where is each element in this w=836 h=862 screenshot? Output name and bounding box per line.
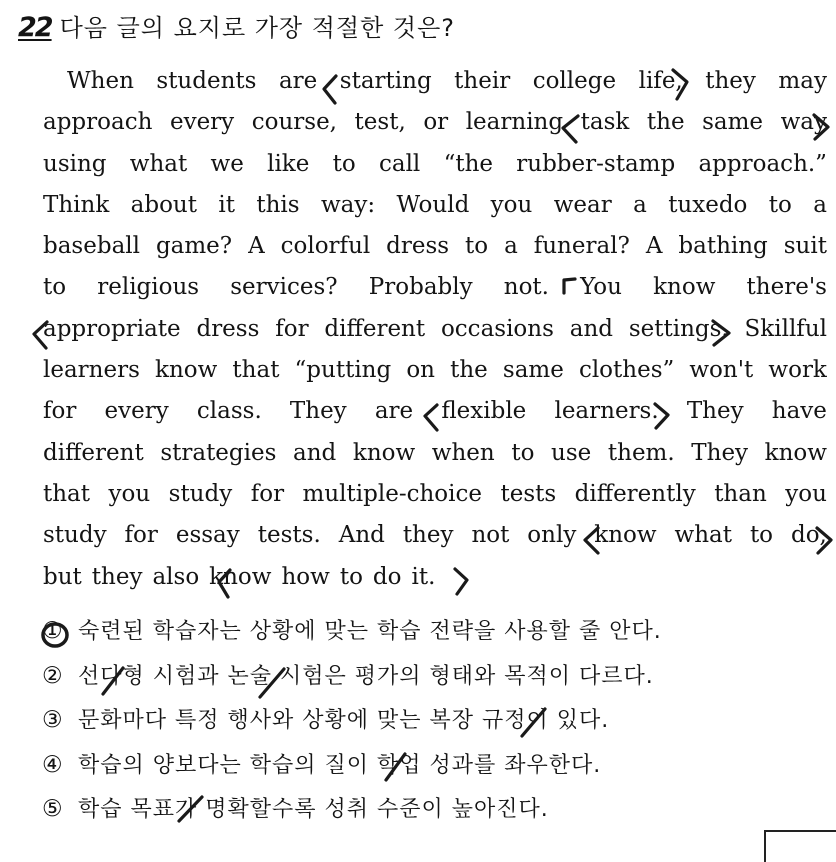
answer-option-1[interactable] xyxy=(42,614,832,659)
passage-word: you xyxy=(785,480,827,507)
passage-word: every xyxy=(104,398,169,425)
option-text: 학습 목표가 명확할수록 성취 수준이 높아진다. xyxy=(78,797,549,822)
passage-word: multiple-choice xyxy=(302,480,482,507)
option-text: 문화마다 특정 행사와 상황에 맞는 복장 규정이 있다. xyxy=(78,708,610,733)
passage-word: on xyxy=(406,357,435,384)
passage-word: know xyxy=(155,357,218,384)
passage-word: using xyxy=(43,150,107,177)
passage-word: how xyxy=(281,563,330,590)
passage-word: A xyxy=(248,233,265,260)
passage-word: When xyxy=(67,68,134,94)
passage-word: You xyxy=(580,274,622,301)
passage-word: only xyxy=(527,522,577,549)
passage-line xyxy=(43,481,827,522)
passage-word: college xyxy=(532,68,617,94)
passage-word: and xyxy=(293,439,337,466)
passage-word: or xyxy=(423,109,449,136)
passage-line xyxy=(43,109,827,150)
passage-word: wear xyxy=(553,191,612,218)
passage-word: to xyxy=(511,439,535,466)
answer-option-2[interactable] xyxy=(42,659,832,704)
passage-word: it. xyxy=(411,563,436,590)
passage-word: to xyxy=(749,522,774,549)
option-marker: ④ xyxy=(42,751,63,778)
passage-word: tests xyxy=(500,480,557,507)
passage-word: we xyxy=(210,150,244,177)
passage-word: use xyxy=(551,439,592,466)
passage-line xyxy=(43,522,827,563)
passage-word: they xyxy=(402,522,454,549)
passage-word: know xyxy=(352,439,416,466)
passage-word: them. xyxy=(607,439,675,466)
passage-line xyxy=(43,151,827,192)
passage-word: task xyxy=(580,109,630,136)
passage-word: to xyxy=(339,563,363,590)
passage-word: And xyxy=(338,522,385,549)
passage-word: rubber-stamp xyxy=(516,150,676,177)
passage-line xyxy=(43,316,827,357)
passage-word: to xyxy=(332,150,356,177)
passage-word: that xyxy=(43,480,91,507)
passage-word: religious xyxy=(97,274,200,301)
passage-line xyxy=(43,564,827,605)
passage-word: for xyxy=(275,315,309,342)
passage-word: learners xyxy=(43,357,140,384)
passage-word: starting xyxy=(339,68,432,94)
passage-word: Think xyxy=(43,191,110,218)
answer-option-5[interactable] xyxy=(42,792,832,837)
passage-word: when xyxy=(431,439,495,466)
passage-word: test, xyxy=(354,109,406,136)
passage-word: same xyxy=(702,109,764,136)
passage-word: are xyxy=(374,398,414,425)
passage-word: Would xyxy=(396,191,470,218)
passage-word: but xyxy=(43,563,82,590)
passage-word: strategies xyxy=(160,439,277,466)
passage-word: what xyxy=(674,522,732,549)
passage-word: know xyxy=(653,274,716,301)
option-marker: ② xyxy=(42,662,63,689)
passage-word: settings. xyxy=(628,315,729,342)
question-number: 22 xyxy=(18,12,52,43)
question-prompt: 다음 글의 요지로 가장 적절한 것은? xyxy=(59,14,456,42)
passage-word: do, xyxy=(790,522,827,549)
passage-word: services? xyxy=(230,274,338,301)
passage-word: Skillful xyxy=(744,315,827,342)
passage-word: for xyxy=(43,398,77,425)
passage-word: dress xyxy=(386,233,450,260)
option-marker: ⑤ xyxy=(42,796,63,822)
passage-word: learners. xyxy=(554,398,659,425)
passage-word: tuxedo xyxy=(668,191,748,218)
passage-word: that xyxy=(232,357,280,384)
passage-word: for xyxy=(250,480,285,507)
passage-line xyxy=(43,274,827,315)
passage-word: a xyxy=(504,233,518,260)
answer-options xyxy=(42,614,832,837)
passage-word: have xyxy=(771,398,827,425)
passage-word: appropriate xyxy=(43,315,181,342)
option-text: 선다형 시험과 논술 시험은 평가의 형태와 목적이 다르다. xyxy=(78,663,654,689)
passage-word: to xyxy=(465,233,489,260)
question-header xyxy=(18,8,455,43)
passage-word: for xyxy=(124,522,158,549)
passage-word: They xyxy=(686,398,744,425)
passage-word: they xyxy=(705,68,756,94)
passage-word: than xyxy=(714,480,767,507)
passage-word: won't xyxy=(689,357,754,384)
passage-word: a xyxy=(633,191,647,218)
passage-word: you xyxy=(108,480,151,507)
passage-word: “putting xyxy=(294,357,392,384)
option-marker: ① xyxy=(42,618,63,644)
passage-word: differently xyxy=(574,480,696,507)
passage-word: different xyxy=(43,439,144,466)
passage-word: about xyxy=(130,191,197,218)
passage-word: not xyxy=(471,522,510,549)
passage-word: students xyxy=(156,68,257,94)
passage-word: there's xyxy=(746,274,827,301)
passage-word: to xyxy=(43,274,67,301)
passage-word: way: xyxy=(320,191,376,218)
passage-line xyxy=(43,233,827,274)
passage-word: a xyxy=(813,191,827,218)
passage-word: occasions xyxy=(440,315,554,342)
option-text: 학습의 양보다는 학습의 질이 학업 성과를 좌우한다. xyxy=(78,752,602,778)
passage-word: way xyxy=(780,109,827,136)
passage-word: essay xyxy=(175,522,240,549)
passage-line xyxy=(43,68,827,109)
passage-word: They xyxy=(691,439,749,466)
passage-word: are xyxy=(278,68,318,94)
passage-word: suit xyxy=(783,233,827,260)
passage-word: flexible xyxy=(441,398,527,425)
passage-word: baseball xyxy=(43,233,140,260)
passage-word: class. xyxy=(196,398,262,425)
passage-word: course, xyxy=(251,109,337,136)
passage-word: know xyxy=(594,522,657,549)
passage-word: the xyxy=(450,357,488,384)
answer-option-3[interactable] xyxy=(42,703,832,748)
passage-line xyxy=(43,357,827,398)
passage-word: like xyxy=(267,150,310,177)
passage-line xyxy=(43,192,827,233)
passage-word: bathing xyxy=(678,233,768,260)
passage-word: Probably xyxy=(368,274,473,301)
passage-word: same xyxy=(502,357,564,384)
passage-word: may xyxy=(778,68,827,94)
passage-word: also xyxy=(152,563,200,590)
passage-word: know xyxy=(209,563,272,590)
passage-word: clothes” xyxy=(578,357,675,384)
passage-word: you xyxy=(490,191,533,218)
option-text: 숙련된 학습자는 상황에 맞는 학습 전략을 사용할 줄 안다. xyxy=(78,619,662,644)
passage-word: dress xyxy=(196,315,260,342)
passage-word: know xyxy=(764,439,827,466)
passage xyxy=(43,68,827,605)
answer-box xyxy=(764,830,836,862)
passage-word: learning xyxy=(465,109,564,136)
option-marker: ③ xyxy=(42,707,63,733)
passage-word: approach.” xyxy=(698,150,827,177)
passage-word: different xyxy=(324,315,426,342)
passage-line xyxy=(43,440,827,481)
passage-word: study xyxy=(43,522,107,549)
passage-word: life, xyxy=(638,68,683,94)
passage-word: every xyxy=(169,109,235,136)
passage-word: A xyxy=(645,233,663,260)
passage-word: the xyxy=(646,109,685,136)
answer-option-4[interactable] xyxy=(42,748,832,793)
passage-word: what xyxy=(129,150,188,177)
passage-word: funeral? xyxy=(533,233,630,260)
passage-word: colorful xyxy=(280,233,371,260)
passage-word: study xyxy=(168,480,233,507)
passage-word: game? xyxy=(155,233,233,260)
passage-word: do xyxy=(372,563,402,590)
passage-word: this xyxy=(256,191,300,218)
passage-word: it xyxy=(218,191,235,218)
passage-word: to xyxy=(768,191,792,218)
passage-word: work xyxy=(768,357,827,384)
passage-word: their xyxy=(454,68,511,94)
passage-word: call xyxy=(378,150,421,177)
passage-word: and xyxy=(569,315,613,342)
passage-word: they xyxy=(91,563,143,590)
passage-word: tests. xyxy=(257,522,321,549)
passage-word: approach xyxy=(43,109,153,136)
passage-word: They xyxy=(289,398,347,425)
passage-word: “the xyxy=(443,150,493,177)
passage-line xyxy=(43,398,827,439)
passage-word: not. xyxy=(503,274,549,301)
